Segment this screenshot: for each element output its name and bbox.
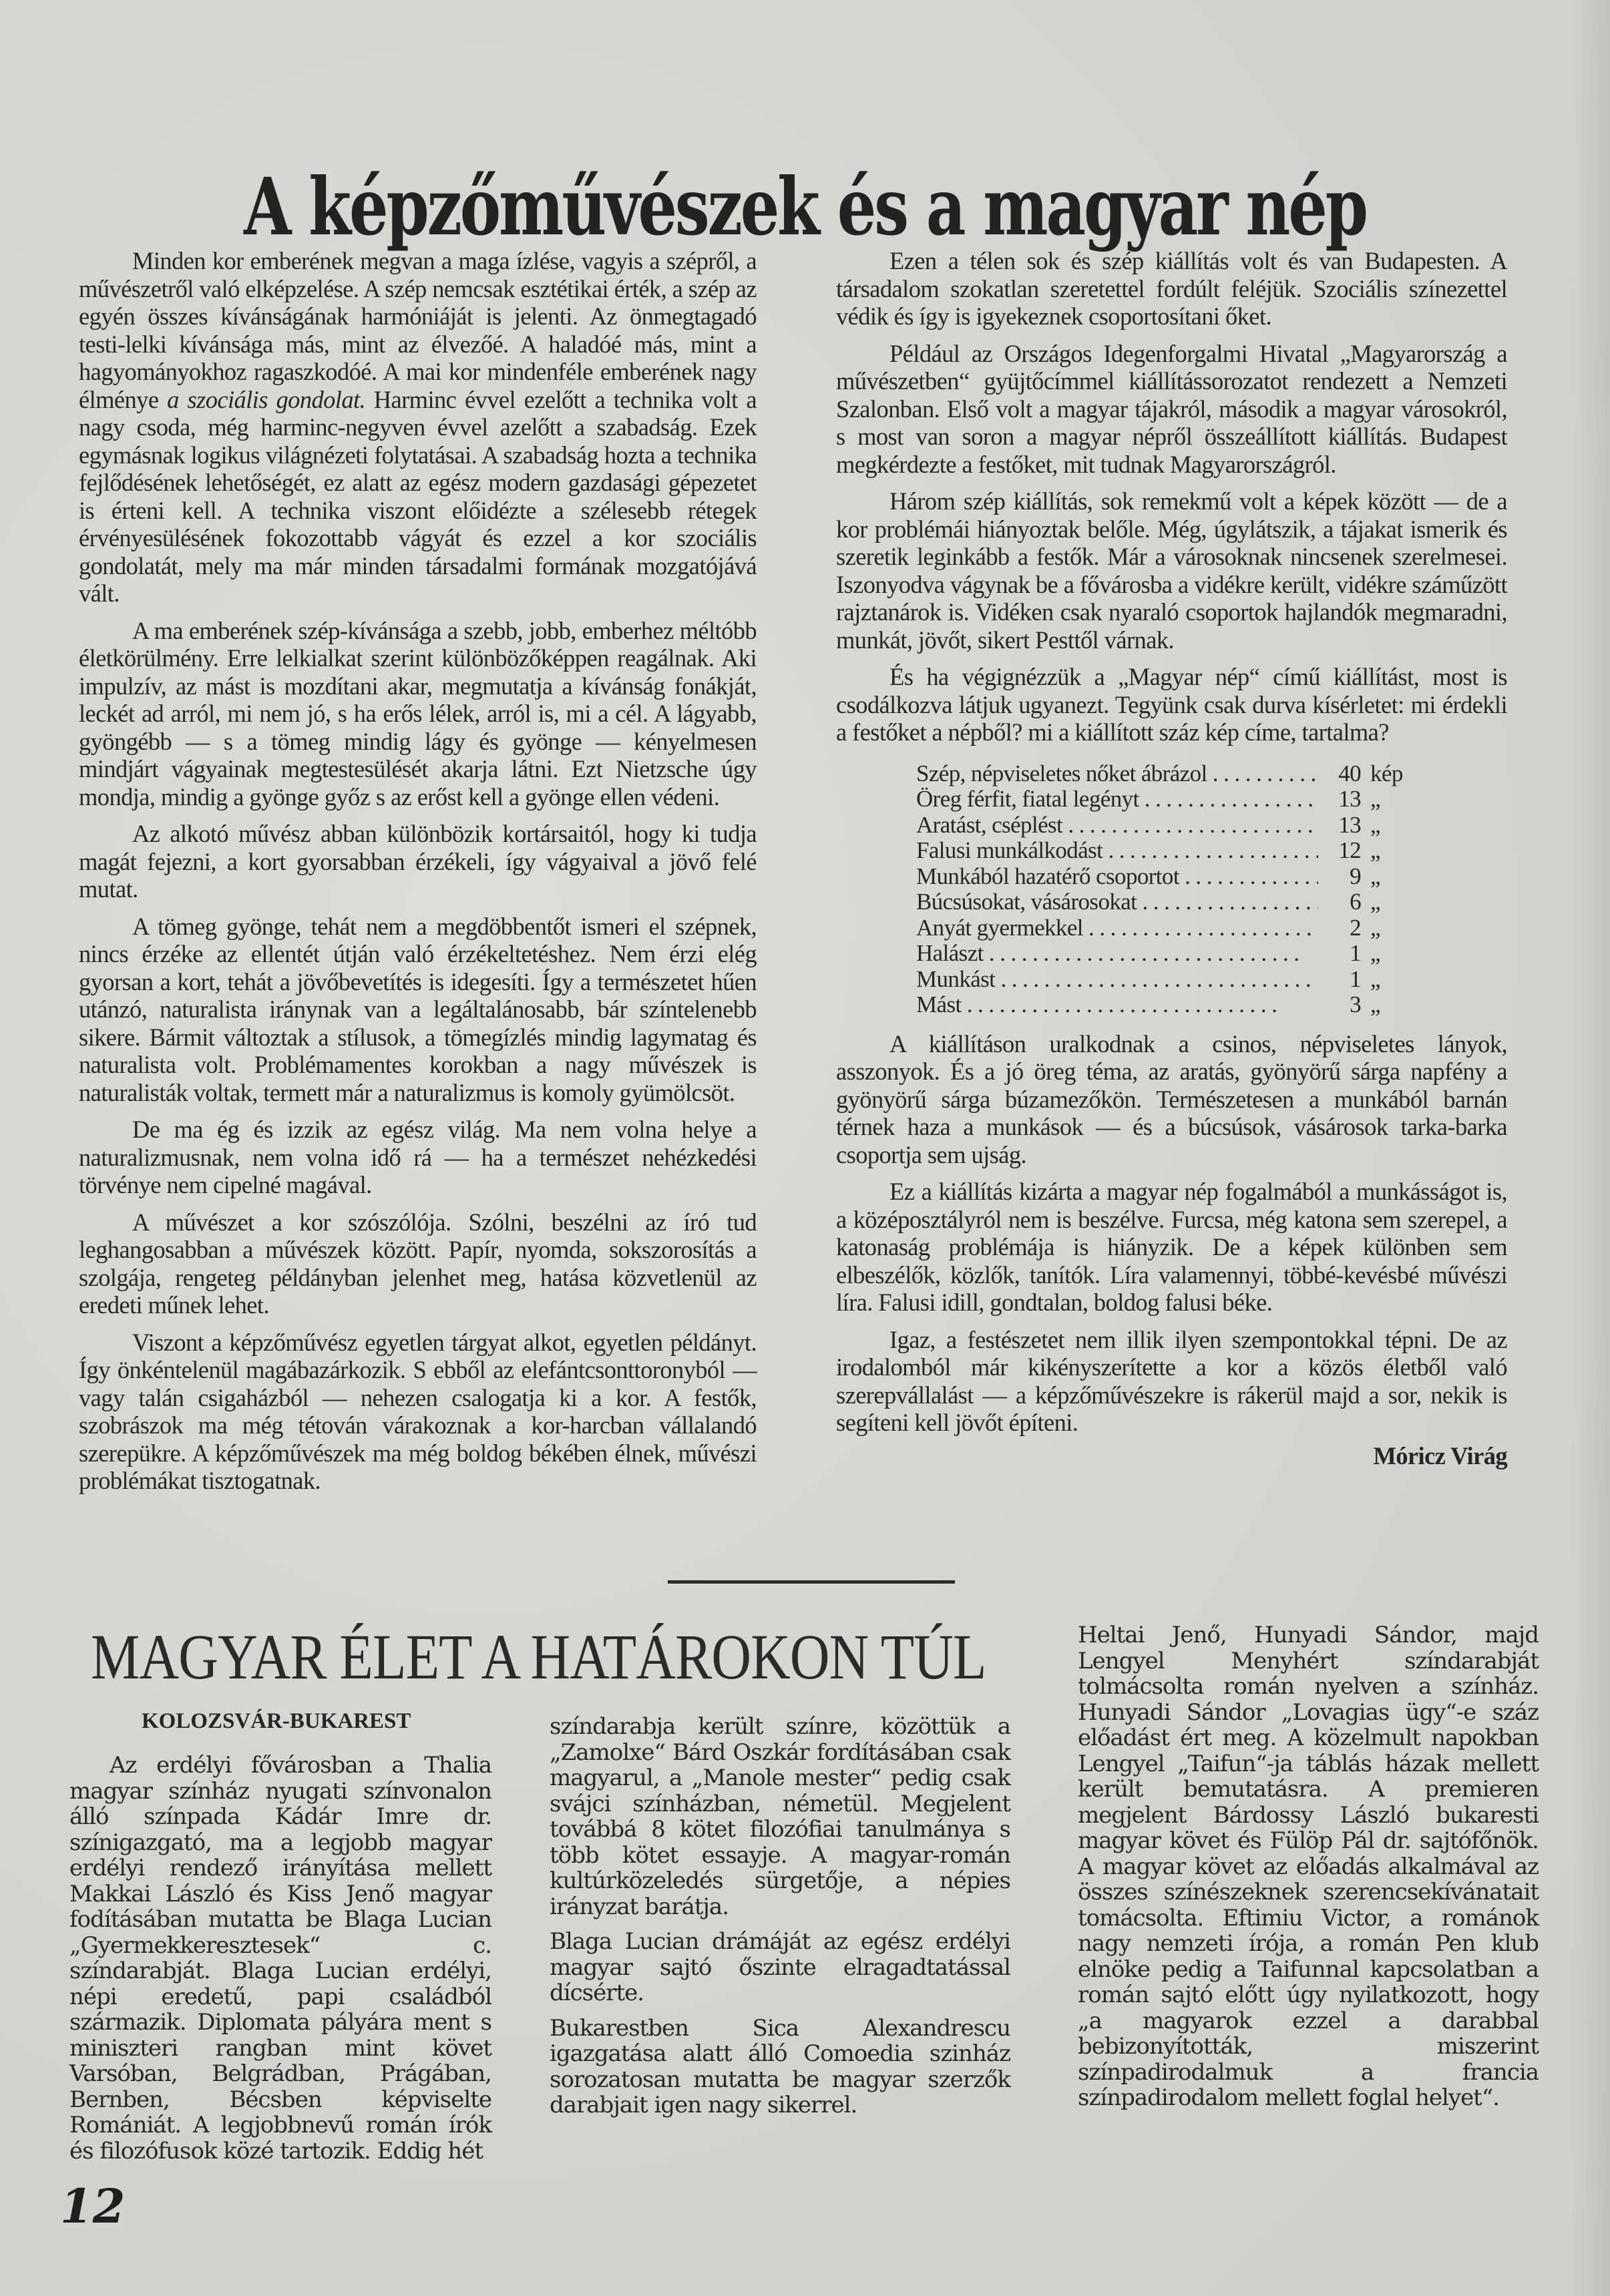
- italic-phrase: a szociális gondolat.: [167, 385, 366, 413]
- row-value: 2: [1350, 914, 1361, 941]
- paragraph: Ez a kiállítás kizárta a magyar nép fogalmából a munkásságot is, a középosztályról nem is beszélve. Furcsa, még katona sem szerepel, a katonaság problémája is hiányzik. De a képek különben sem elbeszélők, közlők, tanítók. Líra valamennyi, többé-kevésbé művészi líra. Falusi idill, gondtalan, boldog falusi béke.: [836, 1178, 1507, 1316]
- table-row: [916, 864, 1424, 890]
- row-unit: „: [1370, 837, 1380, 863]
- row-value: 13: [1338, 786, 1361, 812]
- row-unit: kép: [1370, 760, 1403, 786]
- row-unit: „: [1370, 991, 1380, 1017]
- table-row: [916, 915, 1424, 941]
- paragraph: Ezen a télen sok és szép kiállítás volt és van Budapesten. A társadalom szokatlan szeretettel fordúlt feléjük. Szociális színezettel védik és így is igyekeznek csoportosítani őket.: [836, 247, 1507, 330]
- section-divider: [668, 1580, 955, 1584]
- paragraph: Például az Országos Idegenforgalmi Hivatal „Magyarország a művészetben“ gyüjtőcímmel kiállítássorozatot rendezett a Nemzeti Szalonban. Első volt a magyar tájakról, második a magyar városokról, s most van soron a magyar népről összeállított kiállítás. Budapest megkérdezte a festőket, mit tudnak Magyarországról.: [836, 339, 1507, 478]
- section-title: MAGYAR ÉLET A HATÁROKON TÚL: [91, 1621, 986, 1692]
- page-number: 12: [60, 2178, 126, 2234]
- paragraph: Igaz, a festészetet nem illik ilyen szempontokkal tépni. De az irodalomból már kikényszerítette a kor a közös életből való szerepvállalást — a képzőművészekre is rákerül majd a sor, nekik is segíteni kell jövőt építeni.: [836, 1325, 1507, 1436]
- paragraph: Heltai Jenő, Hunyadi Sándor, majd Lengyel Menyhért színdarabját tolmácsolta román nyelven a színház. Hunyadi Sándor „Lovagias ügy“-e száz előadást ért meg. A közelmult napokban Lengyel „Taifun“-ja táblás házak mellett került bemutatásra. A premieren megjelent Bárdossy László bukaresti magyar követ és Fülöp Pál dr. sajtófőnök. A magyar követ az előadás alkalmával az összes színészeknek szerencsekívánatait tomácsolta. Eftimiu Victor, a románok nagy nemzeti írója, a román Pen klub elnöke pedig a Taifunnal kapcsolatban a román sajtó előtt úgy nyilatkozott, hogy „a magyarok ezzel a darabbal bebizonyították, miszerint színpadirodalmuk a francia színpadirodalom mellett foglal helyet“.: [1078, 1622, 1539, 2111]
- row-label: Halászt . . .: [916, 941, 1318, 967]
- row-value: 3: [1350, 991, 1361, 1017]
- section-subtitle: KOLOZSVÁR-BUKAREST: [142, 1709, 411, 1733]
- row-unit: „: [1370, 940, 1380, 966]
- paragraph: Viszont a képzőművész egyetlen tárgyat alkot, egyetlen példányt. Így önkéntelenül magábazárkozik. S ebből az elefántcsonttoronyból — vagy talán csigaházból — nehezen csalogatja ki a kor. A festők, szobrászok ma még tétován várakoznak a kor-harcban vállalandó szerepükre. A képzőművészek ma még boldog békében élnek, művészi problémákat tisztogatnak.: [79, 1328, 757, 1494]
- row-unit: „: [1370, 965, 1380, 992]
- table-row: [916, 786, 1424, 813]
- painting-count-table: [916, 761, 1424, 1018]
- paragraph: Blaga Lucian drámáját az egész erdélyi magyar sajtó őszinte elragadtatással dícsérte.: [550, 1928, 1010, 2006]
- table-row: [916, 967, 1424, 993]
- row-value: 12: [1338, 837, 1361, 863]
- row-value: 1: [1350, 940, 1361, 966]
- news-column-1: [69, 1753, 491, 2173]
- paragraph: színdarabja került színre, közöttük a „Zamolxe“ Bárd Oszkár fordításában csak magyarul, a „Manole mester“ pedig csak svájci színházban, németül. Megjelent továbbá 8 kötet filozófiai tanulmánya s több kötet essayje. A magyar-román kultúrközeledés sürgetője, a népies irányzat barátja.: [550, 1713, 1010, 1920]
- paragraph: A művészet a kor szószólója. Szólni, beszélni az író tud leghangosabban a művészek között. Papír, nyomda, sokszorosítás a szolgája, rengeteg példányban jelenhet meg, hatása közvetlenül az eredeti műnek lehet.: [79, 1208, 757, 1319]
- row-value: 9: [1350, 863, 1361, 889]
- table-row: [916, 889, 1424, 915]
- article-right-column: [836, 247, 1507, 1469]
- paragraph: Az alkotó művész abban különbözik kortársaitól, hogy ki tudja magát fejezni, a kort gyorsabban érzékeli, így vágyaival a jövő felé mutat.: [79, 820, 757, 903]
- paragraph: A tömeg gyönge, tehát nem a megdöbbentőt ismeri el szépnek, nincs érzéke az ellentét útján való érzékeltetéshez. Nem érzi elég gyorsan a kort, tehát a jövőbevetítés is idegesíti. Így a természetet hűen utánzó, naturalista iránynak van a legáltalánosabb, bár színtelenebb sikere. Bármit változtak a stílusok, a tömegízlés mindig lagymatag és naturalista volt. Problémamentes korokban a nagy művészek is naturalisták voltak, termett már a naturalizmus is komoly gyümölcsöt.: [79, 912, 757, 1106]
- row-value: 13: [1338, 811, 1361, 838]
- paragraph-text: Harminc évvel ezelőtt a technika volt a nagy csoda, még harminc-negyven évvel azelőtt a szabadság. Ezek egymásnak logikus világnézeti folytatásai. A szabadság hozta a technika fejlődésének lehetőségét, ez alatt az egész modern gazdasági gépezetet is érteni kell. A technika viszont előidézte a szélesebb rétegek érvényesülésének fokozottabb vágyát és ezzel a kor szociális gondolatát, mely ma már minden társadalmi formának mozgatójává vált.: [79, 385, 757, 607]
- table-row: [916, 941, 1424, 967]
- row-label: Munkást . . .: [916, 967, 1318, 993]
- row-value: 1: [1350, 965, 1361, 992]
- paragraph: Bukarestben Sica Alexandrescu igazgatása alatt álló Comoedia szinház sorozatosan mutatta be magyar szerzők darabjait igen nagy sikerrel.: [550, 2014, 1010, 2118]
- row-label: Aratást, cséplést . . .: [916, 813, 1318, 839]
- paragraph: [79, 247, 757, 608]
- table-row: [916, 992, 1424, 1018]
- row-value: 40: [1338, 760, 1361, 786]
- row-unit: „: [1370, 914, 1380, 941]
- row-value: 6: [1350, 889, 1361, 915]
- paragraph: A kiállításon uralkodnak a csinos, népviseletes lányok, asszonyok. És a jó öreg téma, az aratás, gyönyörű sárga napfény a gyönyörű sárga búzamezőkön. Természetesen a munkából barnán térnek haza a munkások — és a búcsúsok, vásárosok tarka-barka csoportja sem ujság.: [836, 1029, 1507, 1168]
- paragraph: A ma emberének szép-kívánsága a szebb, jobb, emberhez méltóbb életkörülmény. Erre lelkialkat szerint különbözőképpen reagálnak. Aki impulzív, az mást is mozdítani akar, megmutatja a kívánság fonákját, leckét ad arról, mi nem jó, s ha erős lélek, arról is, mi a cél. A lágyabb, gyöngébb — s a tömeg mindig lágy és gyönge — kényelmesen mindjárt vágyainak megtestesülését akarja látni. Ezt Nietzsche úgy mondja, mindig a gyönge győz s az erőst kell a gyönge ellen védeni.: [79, 616, 757, 811]
- row-label: Mást . . .: [916, 992, 1318, 1018]
- paragraph-text: Minden kor emberének megvan a maga ízlése, vagyis a szépről, a művészetről való elképzelése. A szép nemcsak esztétikai érték, a szép az egyén összes kívánságának harmóniáját is jelenti. Az önmegtagadó testi-lelki kívánsága más, mint az élvezőé. A haladóé más, mint a hagyományokhoz ragaszkodóé. A mai kor mindenféle emberének nagy élménye: [79, 247, 757, 413]
- author-signature: Móricz Virág: [1373, 1441, 1507, 1469]
- row-label: Búcsúsokat, vásárosokat . . .: [916, 889, 1318, 915]
- paragraph: És ha végignézzük a „Magyar nép“ című kiállítást, most is csodálkozva látjuk ugyanezt. Tegyünk csak durva kísérletet: mi érdekli a festőket a népből? mi a kiállított száz kép címe, tartalma?: [836, 663, 1507, 746]
- news-column-3: [1078, 1622, 1539, 2120]
- table-row: [916, 761, 1424, 787]
- paragraph: Három szép kiállítás, sok remekmű volt a képek között — de a kor problémái hiányoztak belőle. Még, úgylátszik, a tájakat ismerik és szeretik leginkább a festők. Már a városoknak nincsenek szerelmesei. Iszonyodva vágynak be a fővárosba a vidékre került, vidékre száműzött rajztanárok is. Vidéken csak nyaraló csoportok hajlandók megmaradni, munkát, jövőt, sikert Pesttől várnak.: [836, 487, 1507, 654]
- news-column-2: [550, 1714, 1010, 2128]
- row-label: Öreg férfit, fiatal legényt . . .: [916, 786, 1318, 813]
- table-row: [916, 838, 1424, 864]
- row-label: Anyát gyermekkel . . .: [916, 915, 1318, 941]
- row-unit: „: [1370, 811, 1380, 838]
- article-left-column: [79, 247, 757, 1504]
- row-label: Szép, népviseletes nőket ábrázol . . .: [916, 761, 1318, 787]
- table-row: [916, 813, 1424, 839]
- row-label: Munkából hazatérő csoportot . . .: [916, 864, 1318, 890]
- row-label: Falusi munkálkodást . . .: [916, 838, 1318, 864]
- paragraph: De ma ég és izzik az egész világ. Ma nem volna helye a naturalizmusnak, nem volna idő rá — ha a természet nehézkedési törvénye nem cipelné magával.: [79, 1116, 757, 1198]
- row-unit: „: [1370, 889, 1380, 915]
- article-title: A képzőművészek és a magyar nép: [244, 160, 1366, 253]
- page-edge-shadow: [1570, 0, 1610, 2296]
- row-unit: „: [1370, 786, 1380, 812]
- paragraph: Az erdélyi fővárosban a Thalia magyar színház nyugati színvonalon álló színpada Kádár Imre dr. színigazgató, ma a legjobb magyar erdélyi rendező irányítása mellett Makkai László és Kiss Jenő magyar fodításában mutatta be Blaga Lucian „Gyermekkeresztesek“ c. színdarabját. Blaga Lucian erdélyi, népi eredetű, papi családból származik. Diplomata pályára ment s miniszteri rangban mint követ Varsóban, Belgrádban, Prágában, Bernben, Bécsben képviselte Romániát. A legjobbnevű román írók és filozófusok közé tartozik. Eddig hét: [69, 1752, 491, 2164]
- row-unit: „: [1370, 863, 1380, 889]
